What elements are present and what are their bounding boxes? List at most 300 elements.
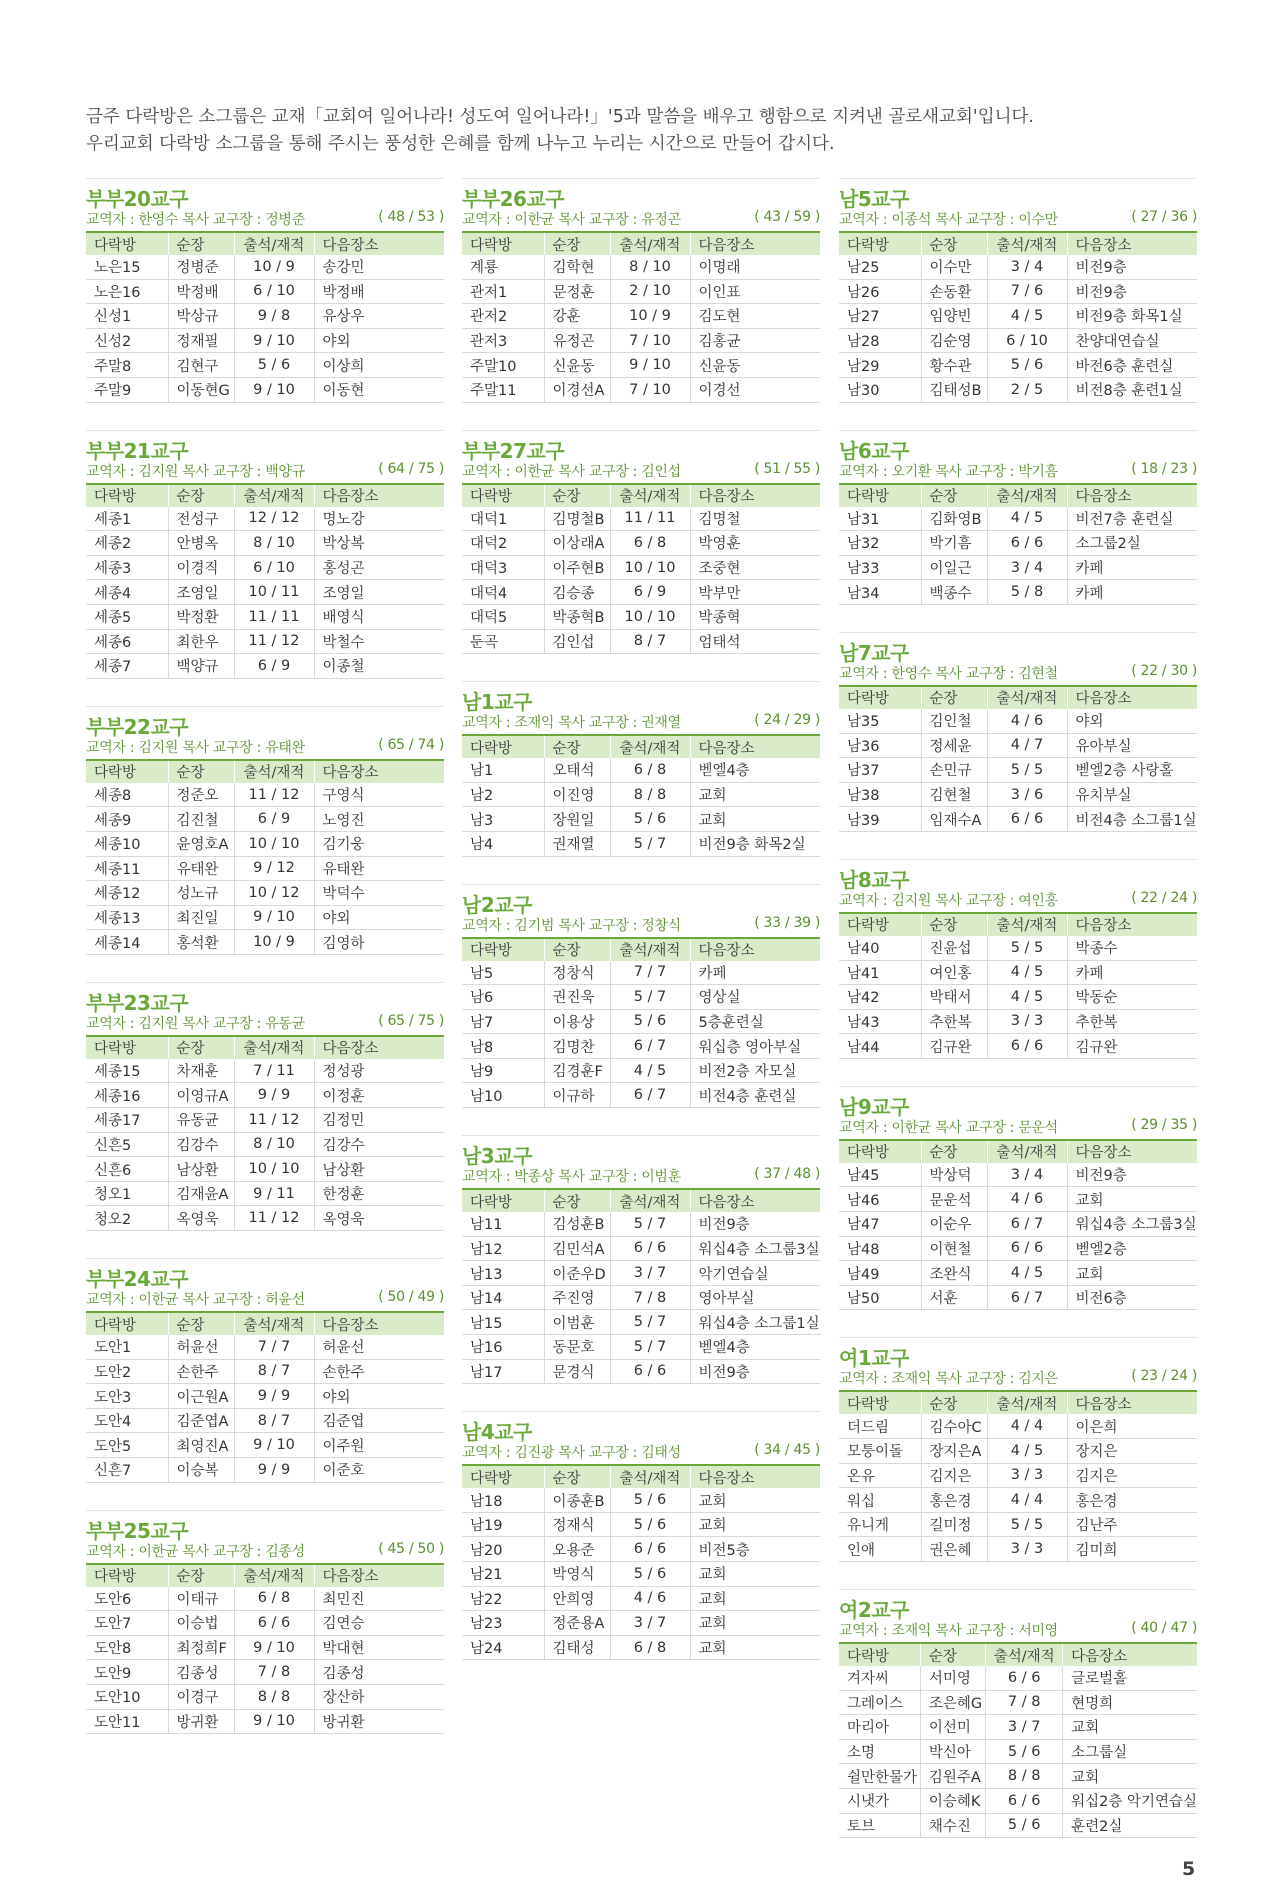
district-title: 부부25교구 — [86, 1518, 189, 1543]
leader-cell: 김진철 — [168, 807, 234, 832]
district-title: 부부21교구 — [86, 438, 189, 463]
table-row — [839, 1488, 1197, 1513]
column-middle — [462, 178, 820, 1687]
room-cell: 남15 — [462, 1310, 544, 1335]
room-cell: 남14 — [462, 1285, 544, 1310]
next-place-cell: 이인표 — [690, 279, 820, 304]
leader-cell: 이준우D — [544, 1261, 610, 1286]
leader-cell: 이용상 — [544, 1009, 610, 1034]
column-header: 출석/재적 — [987, 484, 1067, 507]
attendance-cell: 10 / 9 — [234, 255, 314, 279]
group-divider — [839, 1337, 1197, 1338]
attendance-cell: 5 / 6 — [610, 1562, 690, 1587]
table-row — [462, 1537, 820, 1562]
next-place-cell: 박덕수 — [314, 881, 444, 906]
room-cell: 워십 — [839, 1488, 921, 1513]
district-title: 부부20교구 — [86, 187, 189, 211]
attendance-cell: 5 / 6 — [234, 353, 314, 378]
column-header: 다락방 — [86, 760, 168, 783]
attendance-cell: 4 / 4 — [987, 1414, 1067, 1438]
next-place-cell: 비전8층 훈련1실 — [1067, 377, 1197, 402]
column-header: 다음장소 — [1063, 1643, 1197, 1666]
district-group — [462, 681, 820, 856]
room-cell: 세종7 — [86, 654, 168, 679]
next-place-cell: 소그룹2실 — [1067, 531, 1197, 556]
next-place-cell: 김영하 — [314, 930, 444, 955]
leader-cell: 박신아 — [920, 1739, 985, 1764]
room-cell: 남8 — [462, 1034, 544, 1059]
leader-cell: 정병준 — [168, 255, 234, 279]
next-place-cell: 김종성 — [314, 1660, 444, 1685]
leader-cell: 이종훈B — [544, 1488, 610, 1512]
room-cell: 노은16 — [86, 279, 168, 304]
table-row — [462, 985, 820, 1010]
attendance-cell: 4 / 6 — [987, 1187, 1067, 1212]
attendance-total: ( 22 / 24 ) — [1131, 889, 1197, 906]
district-info — [839, 890, 1197, 912]
district-title: 여2교구 — [839, 1598, 909, 1622]
room-cell: 세종5 — [86, 604, 168, 629]
leader-cell: 박기흠 — [921, 531, 987, 556]
table-row — [462, 1058, 820, 1083]
column-header: 다락방 — [839, 1643, 920, 1666]
room-cell: 남41 — [839, 960, 921, 985]
table-row — [86, 555, 444, 580]
room-cell: 남6 — [462, 985, 544, 1010]
district-info — [462, 915, 820, 937]
attendance-cell: 6 / 9 — [610, 580, 690, 605]
table-row — [462, 1083, 820, 1108]
attendance-cell: 4 / 5 — [987, 304, 1067, 329]
district-leaders: 교역자 : 김지원 목사 교구장 : 여인홍 — [839, 892, 1058, 909]
next-place-cell: 교회 — [690, 1611, 820, 1636]
next-place-cell: 찬양대연습실 — [1067, 328, 1197, 353]
column-header: 다음장소 — [1067, 232, 1197, 255]
table-row — [839, 507, 1197, 531]
next-place-cell: 워십층 영아부실 — [690, 1034, 820, 1059]
table-row — [462, 255, 820, 279]
table-row — [462, 782, 820, 807]
leader-cell: 박종혁B — [544, 604, 610, 629]
leader-cell: 정창식 — [544, 961, 610, 985]
attendance-total: ( 65 / 74 ) — [378, 736, 444, 753]
room-cell: 세종6 — [86, 629, 168, 654]
next-place-cell: 비전9층 — [690, 1359, 820, 1384]
district-group — [839, 430, 1197, 605]
leader-cell: 이경직 — [168, 555, 234, 580]
group-divider — [462, 1411, 820, 1412]
room-cell: 주말10 — [462, 353, 544, 378]
table-row — [86, 905, 444, 930]
leader-cell: 남상환 — [168, 1157, 234, 1182]
attendance-total: ( 64 / 75 ) — [378, 460, 444, 477]
leader-cell: 이진영 — [544, 782, 610, 807]
attendance-total: ( 48 / 53 ) — [378, 209, 444, 225]
table-row — [839, 733, 1197, 758]
leader-cell: 권진욱 — [544, 985, 610, 1010]
table-row — [86, 328, 444, 353]
leader-cell: 안병옥 — [168, 531, 234, 556]
district-leaders: 교역자 : 조재익 목사 교구장 : 서미영 — [839, 1623, 1058, 1639]
leader-cell: 최한우 — [168, 629, 234, 654]
table-row — [462, 580, 820, 605]
table-row — [462, 1488, 820, 1512]
attendance-cell: 6 / 6 — [987, 531, 1067, 556]
leader-cell: 최진일 — [168, 905, 234, 930]
leader-cell: 김태성 — [544, 1635, 610, 1660]
next-place-cell: 교회 — [1063, 1764, 1197, 1789]
next-place-cell: 야외 — [314, 328, 444, 353]
table-row — [839, 1034, 1197, 1059]
leader-cell: 차재훈 — [168, 1059, 234, 1083]
next-place-cell: 유상우 — [314, 304, 444, 329]
district-leaders: 교역자 : 이한균 목사 교구장 : 문운석 — [839, 1119, 1058, 1136]
room-cell: 겨자씨 — [839, 1666, 920, 1690]
leader-cell: 최영진A — [168, 1433, 234, 1458]
next-place-cell: 최민진 — [314, 1587, 444, 1611]
intro-text — [86, 104, 1206, 158]
table-header-row — [839, 1140, 1197, 1163]
leader-cell: 박영식 — [544, 1562, 610, 1587]
table-row — [839, 1788, 1197, 1813]
next-place-cell: 박상복 — [314, 531, 444, 556]
room-cell: 주말9 — [86, 377, 168, 402]
column-header: 다락방 — [839, 1391, 921, 1414]
next-place-cell: 김명철 — [690, 507, 820, 531]
leader-cell: 이규하 — [544, 1083, 610, 1108]
room-cell: 도안8 — [86, 1635, 168, 1660]
district-info — [839, 1368, 1197, 1390]
room-cell: 세종3 — [86, 555, 168, 580]
next-place-cell: 비전7층 훈련실 — [1067, 507, 1197, 531]
column-header: 순장 — [168, 1564, 234, 1587]
leader-cell: 김강수 — [168, 1132, 234, 1157]
table-row — [86, 1359, 444, 1384]
room-cell: 신흔6 — [86, 1157, 168, 1182]
district-title: 남7교구 — [839, 640, 909, 665]
district-group — [839, 1337, 1197, 1562]
room-cell: 남21 — [462, 1562, 544, 1587]
room-cell: 남10 — [462, 1083, 544, 1108]
room-cell: 도안10 — [86, 1684, 168, 1709]
attendance-total: ( 23 / 24 ) — [1131, 1368, 1197, 1385]
table-row — [86, 1709, 444, 1734]
table-row — [839, 709, 1197, 733]
room-cell: 남16 — [462, 1335, 544, 1360]
table-row — [839, 255, 1197, 279]
column-header: 다락방 — [462, 484, 544, 507]
district-leaders: 교역자 : 김기범 목사 교구장 : 정창식 — [462, 917, 681, 934]
leader-cell: 김현철 — [921, 782, 987, 807]
district-leaders: 교역자 : 박종상 목사 교구장 : 이범훈 — [462, 1169, 681, 1186]
district-info — [86, 209, 444, 231]
next-place-cell: 신윤동 — [690, 353, 820, 378]
room-cell: 남28 — [839, 328, 921, 353]
attendance-cell: 3 / 4 — [987, 555, 1067, 580]
leader-cell: 이경선A — [544, 377, 610, 402]
leader-cell: 손동환 — [921, 279, 987, 304]
column-header: 다음장소 — [690, 1465, 820, 1488]
column-header: 다락방 — [462, 938, 544, 961]
table-row — [86, 1132, 444, 1157]
table-row — [839, 1512, 1197, 1537]
attendance-total: ( 22 / 30 ) — [1131, 662, 1197, 679]
next-place-cell: 교회 — [690, 1586, 820, 1611]
column-header: 순장 — [168, 1312, 234, 1335]
attendance-cell: 6 / 6 — [610, 1236, 690, 1261]
room-cell: 세종13 — [86, 905, 168, 930]
attendance-total: ( 27 / 36 ) — [1131, 209, 1197, 225]
column-header: 순장 — [168, 484, 234, 507]
room-cell: 남30 — [839, 377, 921, 402]
table-row — [86, 930, 444, 955]
attendance-cell: 5 / 5 — [987, 758, 1067, 783]
next-place-cell: 워십4층 소그룹3실 — [690, 1236, 820, 1261]
attendance-cell: 5 / 7 — [610, 1335, 690, 1360]
room-cell: 남17 — [462, 1359, 544, 1384]
district-leaders: 교역자 : 이종석 목사 교구장 : 이수만 — [839, 212, 1058, 228]
column-header: 다음장소 — [314, 760, 444, 783]
table-header-row — [462, 1465, 820, 1488]
next-place-cell: 김기웅 — [314, 831, 444, 856]
attendance-cell: 5 / 7 — [610, 831, 690, 856]
district-title: 남4교구 — [462, 1420, 532, 1445]
attendance-cell: 9 / 10 — [234, 328, 314, 353]
attendance-cell: 3 / 3 — [987, 1009, 1067, 1034]
next-place-cell: 비전9층 화목2실 — [690, 831, 820, 856]
leader-cell: 박상덕 — [921, 1163, 987, 1187]
next-place-cell: 5층훈련실 — [690, 1009, 820, 1034]
room-cell: 신흔5 — [86, 1132, 168, 1157]
table-row — [86, 1433, 444, 1458]
column-header: 출석/재적 — [987, 913, 1067, 936]
attendance-table — [839, 1642, 1197, 1838]
table-row — [462, 1285, 820, 1310]
attendance-total: ( 43 / 59 ) — [754, 209, 820, 225]
room-cell: 쉴만한물가 — [839, 1764, 920, 1789]
room-cell: 남11 — [462, 1212, 544, 1236]
leader-cell: 문운석 — [921, 1187, 987, 1212]
attendance-cell: 3 / 7 — [610, 1261, 690, 1286]
next-place-cell: 벧엘2층 — [1067, 1236, 1197, 1261]
leader-cell: 오태석 — [544, 758, 610, 782]
table-row — [839, 279, 1197, 304]
column-header: 다락방 — [462, 1189, 544, 1212]
room-cell: 세종11 — [86, 856, 168, 881]
attendance-cell: 6 / 6 — [987, 1236, 1067, 1261]
attendance-cell: 4 / 5 — [987, 985, 1067, 1010]
attendance-cell: 2 / 10 — [610, 279, 690, 304]
attendance-total: ( 45 / 50 ) — [378, 1540, 444, 1557]
leader-cell: 정세윤 — [921, 733, 987, 758]
leader-cell: 동문호 — [544, 1335, 610, 1360]
next-place-cell: 김난주 — [1067, 1512, 1197, 1537]
table-header-row — [86, 1312, 444, 1335]
next-place-cell: 이주원 — [314, 1433, 444, 1458]
column-left — [86, 178, 444, 1761]
district-title: 부부22교구 — [86, 714, 189, 739]
column-header: 다락방 — [839, 913, 921, 936]
attendance-table — [839, 685, 1197, 832]
leader-cell: 김원주A — [920, 1764, 985, 1789]
room-cell: 남9 — [462, 1058, 544, 1083]
next-place-cell: 유아부실 — [1067, 733, 1197, 758]
district-group — [86, 1510, 444, 1735]
leader-cell: 윤영호A — [168, 831, 234, 856]
column-header: 출석/재적 — [234, 1036, 314, 1059]
table-row — [86, 807, 444, 832]
leader-cell: 여인홍 — [921, 960, 987, 985]
leader-cell: 황수관 — [921, 353, 987, 378]
room-cell: 남20 — [462, 1537, 544, 1562]
table-header-row — [839, 484, 1197, 507]
district-title: 남1교구 — [462, 690, 532, 715]
room-cell: 도안1 — [86, 1335, 168, 1359]
room-cell: 남40 — [839, 936, 921, 960]
next-place-cell: 옥영욱 — [314, 1206, 444, 1231]
district-info — [839, 461, 1197, 483]
next-place-cell: 박동순 — [1067, 985, 1197, 1010]
attendance-cell: 10 / 10 — [234, 831, 314, 856]
attendance-cell: 10 / 11 — [234, 580, 314, 605]
table-header-row — [86, 232, 444, 255]
room-cell: 남45 — [839, 1163, 921, 1187]
attendance-cell: 5 / 6 — [610, 1512, 690, 1537]
attendance-cell: 5 / 6 — [987, 353, 1067, 378]
table-row — [839, 1463, 1197, 1488]
table-row — [839, 580, 1197, 605]
leader-cell: 채수진 — [920, 1813, 985, 1838]
attendance-cell: 10 / 10 — [234, 1157, 314, 1182]
room-cell: 남13 — [462, 1261, 544, 1286]
table-header-row — [86, 1036, 444, 1059]
attendance-cell: 4 / 5 — [987, 1261, 1067, 1286]
table-row — [839, 1537, 1197, 1562]
attendance-cell: 8 / 7 — [234, 1359, 314, 1384]
room-cell: 남35 — [839, 709, 921, 733]
room-cell: 대덕5 — [462, 604, 544, 629]
next-place-cell: 훈련2실 — [1063, 1813, 1197, 1838]
attendance-table — [839, 1390, 1197, 1562]
leader-cell: 방귀환 — [168, 1709, 234, 1734]
district-leaders: 교역자 : 한영수 목사 교구장 : 정병준 — [86, 212, 305, 228]
table-row — [462, 1359, 820, 1384]
attendance-cell: 11 / 12 — [234, 1108, 314, 1133]
district-info — [86, 1541, 444, 1563]
column-header: 다락방 — [839, 232, 921, 255]
attendance-cell: 6 / 8 — [234, 1587, 314, 1611]
attendance-cell: 9 / 10 — [234, 377, 314, 402]
next-place-cell: 박부만 — [690, 580, 820, 605]
district-info — [839, 1117, 1197, 1139]
next-place-cell: 박철수 — [314, 629, 444, 654]
district-leaders: 교역자 : 김지원 목사 교구장 : 유동균 — [86, 1015, 305, 1032]
attendance-cell: 6 / 9 — [234, 654, 314, 679]
attendance-cell: 6 / 8 — [610, 758, 690, 782]
column-header: 순장 — [544, 232, 610, 255]
table-row — [462, 1261, 820, 1286]
attendance-cell: 3 / 7 — [610, 1611, 690, 1636]
room-cell: 시냇가 — [839, 1788, 920, 1813]
room-cell: 토브 — [839, 1813, 920, 1838]
column-header: 다락방 — [86, 1564, 168, 1587]
column-header: 출석/재적 — [610, 938, 690, 961]
table-row — [86, 1083, 444, 1108]
table-header-row — [86, 1564, 444, 1587]
column-header: 순장 — [544, 735, 610, 758]
column-header: 순장 — [921, 1140, 987, 1163]
table-row — [462, 328, 820, 353]
attendance-cell: 11 / 12 — [234, 1206, 314, 1231]
table-row — [462, 1335, 820, 1360]
next-place-cell: 카페 — [1067, 960, 1197, 985]
table-row — [462, 531, 820, 556]
next-place-cell: 글로벌홀 — [1063, 1666, 1197, 1690]
attendance-table — [839, 483, 1197, 605]
leader-cell: 김명찬 — [544, 1034, 610, 1059]
table-row — [839, 1261, 1197, 1286]
table-row — [839, 1414, 1197, 1438]
district-title: 부부24교구 — [86, 1267, 189, 1292]
table-row — [839, 807, 1197, 832]
attendance-cell: 5 / 6 — [610, 1488, 690, 1512]
column-header: 다음장소 — [314, 232, 444, 255]
attendance-cell: 3 / 6 — [987, 782, 1067, 807]
next-place-cell: 야외 — [314, 1384, 444, 1409]
district-leaders: 교역자 : 이한균 목사 교구장 : 김종성 — [86, 1543, 305, 1560]
next-place-cell: 비전9층 — [1067, 255, 1197, 279]
room-cell: 남48 — [839, 1236, 921, 1261]
leader-cell: 김화영B — [921, 507, 987, 531]
room-cell: 세종10 — [86, 831, 168, 856]
leader-cell: 이순우 — [921, 1212, 987, 1237]
leader-cell: 김학현 — [544, 255, 610, 279]
room-cell: 남50 — [839, 1285, 921, 1310]
group-divider — [86, 706, 444, 707]
next-place-cell: 김연승 — [314, 1611, 444, 1636]
leader-cell: 김종성 — [168, 1660, 234, 1685]
room-cell: 도안11 — [86, 1709, 168, 1734]
table-row — [462, 1034, 820, 1059]
leader-cell: 김수아C — [921, 1414, 987, 1438]
leader-cell: 최정희F — [168, 1635, 234, 1660]
next-place-cell: 벧엘4층 — [690, 1335, 820, 1360]
column-header: 순장 — [921, 686, 987, 709]
attendance-total: ( 65 / 75 ) — [378, 1012, 444, 1029]
table-header-row — [86, 760, 444, 783]
attendance-cell: 8 / 8 — [986, 1764, 1063, 1789]
leader-cell: 권재열 — [544, 831, 610, 856]
column-header: 순장 — [544, 1189, 610, 1212]
table-row — [462, 1212, 820, 1236]
room-cell: 남18 — [462, 1488, 544, 1512]
leader-cell: 길미정 — [921, 1512, 987, 1537]
next-place-cell: 방귀환 — [314, 1709, 444, 1734]
attendance-cell: 9 / 10 — [234, 1709, 314, 1734]
leader-cell: 이주현B — [544, 555, 610, 580]
room-cell: 남1 — [462, 758, 544, 782]
room-cell: 관저3 — [462, 328, 544, 353]
district-group — [462, 1411, 820, 1660]
room-cell: 남2 — [462, 782, 544, 807]
attendance-total: ( 33 / 39 ) — [754, 914, 820, 931]
next-place-cell: 야외 — [314, 905, 444, 930]
district-group — [839, 1086, 1197, 1311]
leader-cell: 홍석환 — [168, 930, 234, 955]
leader-cell: 정재식 — [544, 1512, 610, 1537]
attendance-cell: 10 / 9 — [610, 304, 690, 329]
next-place-cell: 비전6층 — [1067, 1285, 1197, 1310]
